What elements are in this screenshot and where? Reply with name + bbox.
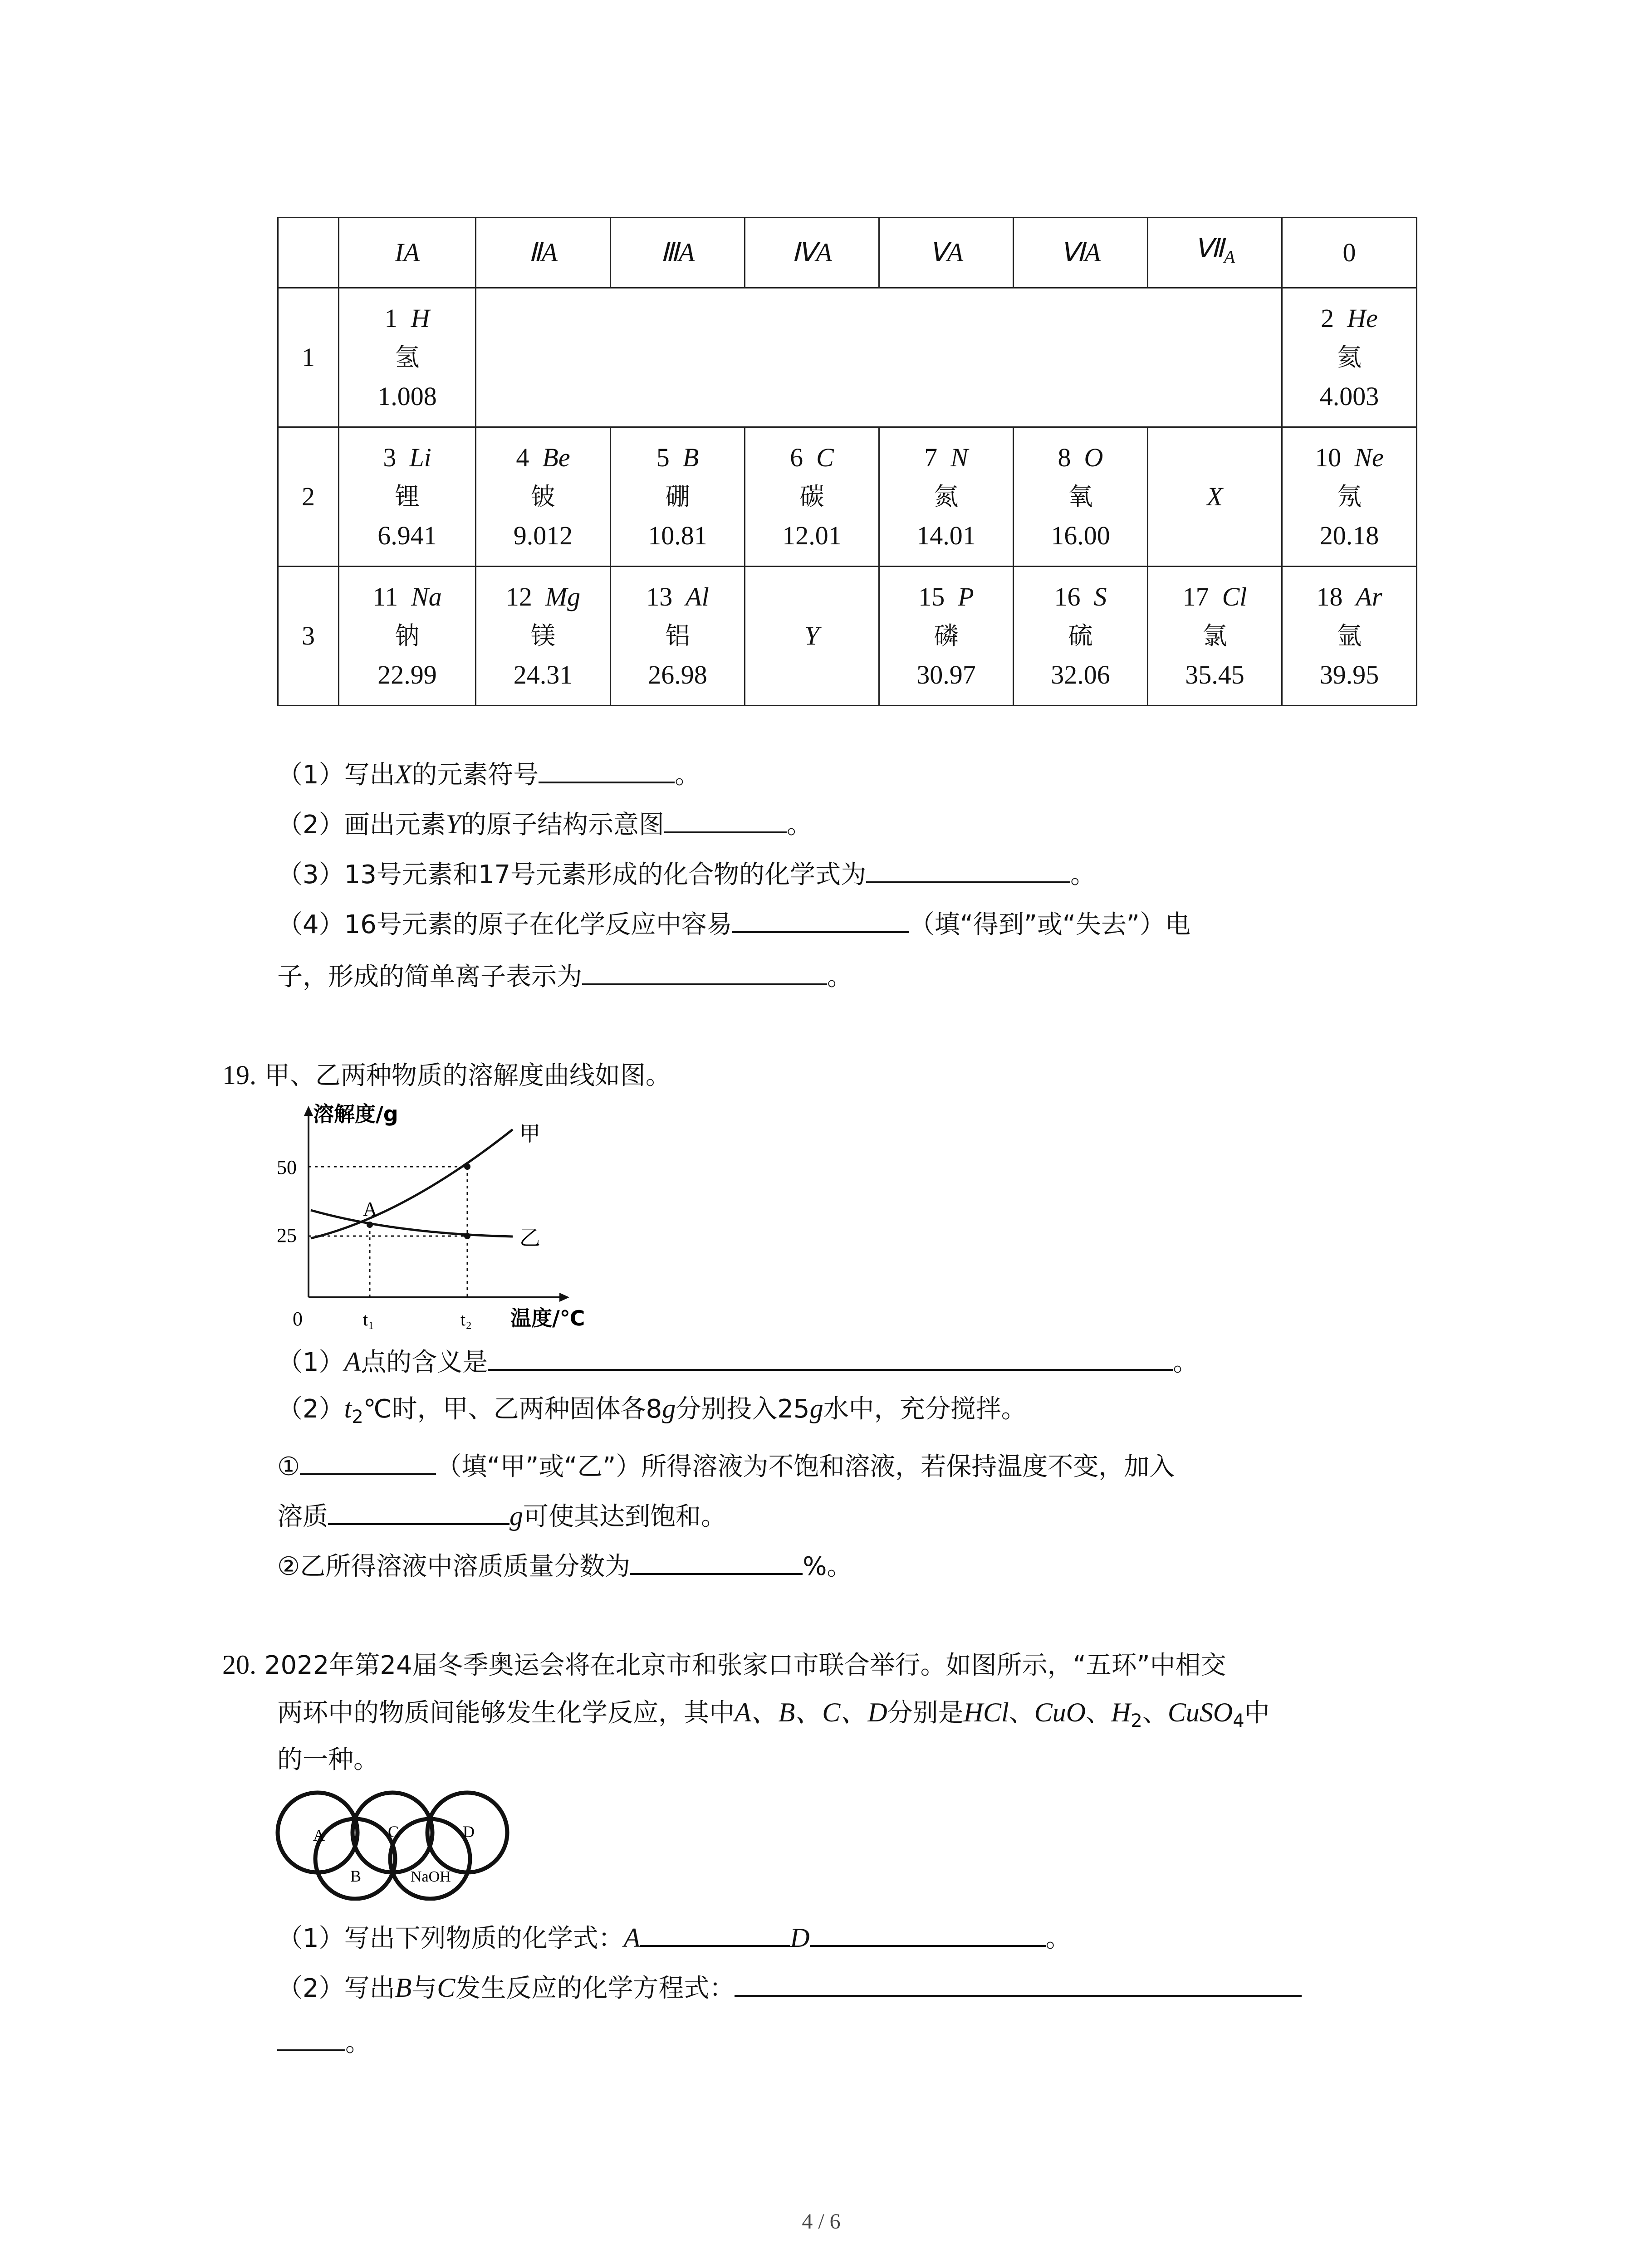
ring-a-label: A: [313, 1826, 325, 1844]
atomic-mass: 1.008: [377, 381, 437, 411]
atomic-number: 5: [656, 443, 670, 472]
text: 。: [1045, 1924, 1071, 1953]
text: 点的含义是: [361, 1348, 488, 1377]
text: 。: [675, 760, 700, 790]
var-d: D: [790, 1923, 810, 1953]
subscript: 2: [352, 1407, 363, 1428]
atomic-mass: 30.97: [916, 660, 976, 689]
element-cell: [1282, 567, 1417, 706]
header-cell: IA: [339, 218, 476, 288]
text: （填“得到”或“失去”）电: [909, 910, 1190, 939]
atomic-number: 4: [516, 443, 529, 472]
atomic-number: 10: [1315, 443, 1342, 472]
q19-title: [222, 1057, 671, 1094]
element-symbol: Mg: [545, 582, 581, 611]
atomic-mass: 12.01: [782, 521, 842, 550]
q18-part2: [277, 805, 812, 843]
q19-part2: [277, 1390, 1027, 1435]
element-cell: [476, 567, 611, 706]
element-name: 铝: [665, 621, 690, 650]
q19-sub1-cont: [277, 1497, 726, 1535]
text: （2）写出: [277, 1974, 395, 2003]
element-symbol: C: [816, 443, 834, 472]
element-name: 硼: [665, 482, 690, 511]
element-symbol-line: [1014, 577, 1147, 616]
answer-blank[interactable]: [640, 1919, 790, 1947]
q20-line3: [277, 1742, 379, 1778]
text: （填“甲”或“乙”）所得溶液为不饱和溶液，若保持温度不变，加入: [436, 1452, 1175, 1481]
var-t: t: [344, 1393, 352, 1423]
text: （1）写出: [277, 760, 395, 790]
text: （2）: [277, 1394, 344, 1424]
element-name: 氦: [1337, 343, 1362, 371]
text: 、: [1009, 1698, 1034, 1728]
element-cell: [879, 427, 1014, 567]
text: 。: [787, 810, 813, 840]
text: （4）16号元素的原子在化学反应中容易: [277, 910, 732, 939]
element-name: 碳: [799, 482, 824, 511]
text: 可使其达到饱和。: [523, 1502, 726, 1531]
element-cell: [1014, 427, 1148, 567]
text: 与: [411, 1974, 437, 2003]
q18-part1: [277, 755, 700, 793]
text: 溶质: [277, 1502, 328, 1531]
atomic-mass: 24.31: [513, 660, 573, 689]
atomic-number: 17: [1182, 582, 1209, 611]
formula-h2: H: [1111, 1697, 1131, 1727]
element-symbol: Be: [542, 443, 570, 472]
periodic-table: [277, 217, 1417, 706]
tick-25: 25: [277, 1224, 297, 1246]
question-number: 20.: [222, 1650, 256, 1680]
var-abcd: A、B、C、D: [735, 1697, 887, 1727]
element-symbol: O: [1084, 443, 1103, 472]
curve-yi-label: 乙: [519, 1226, 540, 1250]
curve-yi: [311, 1210, 513, 1237]
text: ℃时，甲、乙两种固体各8: [363, 1394, 662, 1424]
element-symbol-line: [339, 438, 475, 477]
x-axis-label: 温度/℃: [510, 1306, 585, 1330]
unit-g: g: [509, 1501, 523, 1531]
answer-blank[interactable]: [277, 2023, 345, 2051]
answer-blank[interactable]: [732, 905, 909, 933]
element-symbol: N: [950, 443, 968, 472]
unknown-element-x: X: [1148, 427, 1282, 567]
answer-blank[interactable]: [810, 1919, 1046, 1947]
atomic-number: 15: [918, 582, 945, 611]
element-cell: [879, 567, 1014, 706]
element-symbol-line: [476, 577, 610, 616]
answer-blank[interactable]: [582, 957, 827, 985]
answer-blank[interactable]: [735, 1969, 1302, 1997]
element-symbol-line: [339, 299, 475, 338]
element-cell: [1148, 567, 1282, 706]
q19-sub1: [277, 1447, 1175, 1485]
element-symbol: Na: [411, 582, 442, 611]
q18-part4-cont: [277, 957, 852, 995]
header-cell: ⅢA: [611, 218, 745, 288]
element-symbol: He: [1347, 303, 1378, 333]
atomic-number: 13: [646, 582, 673, 611]
q20-line2: [277, 1694, 1270, 1739]
var-a: A: [623, 1923, 641, 1953]
answer-blank[interactable]: [328, 1497, 509, 1525]
element-symbol: Ne: [1354, 443, 1384, 472]
element-cell: [476, 427, 611, 567]
text: （1）: [277, 1348, 344, 1377]
atomic-number: 18: [1316, 582, 1343, 611]
tick-50: 50: [277, 1156, 297, 1178]
x-axis-arrow: [559, 1293, 569, 1302]
subscript: 4: [1233, 1711, 1244, 1732]
element-cell: [611, 427, 745, 567]
text: %。: [803, 1552, 852, 1581]
q20-part2-cont: [277, 2023, 371, 2061]
element-cell: [745, 427, 879, 567]
header-cell: 0: [1282, 218, 1417, 288]
header-subscript: A: [1224, 246, 1235, 267]
point-a-label: A: [363, 1198, 377, 1220]
element-cell: [339, 567, 476, 706]
period-number: 3: [278, 567, 339, 706]
text: 的原子结构示意图: [461, 810, 665, 840]
y-axis-label: 溶解度/g: [313, 1102, 398, 1126]
answer-blank[interactable]: [664, 805, 787, 833]
atomic-mass: 26.98: [648, 660, 707, 689]
element-name: 氖: [1337, 482, 1362, 511]
q19-part1: [277, 1343, 1198, 1381]
period-number: 1: [278, 288, 339, 427]
element-cell: [1282, 427, 1417, 567]
var-y: Y: [446, 809, 461, 839]
element-symbol-line: [476, 438, 610, 477]
header-cell: ⅥA: [1014, 218, 1148, 288]
element-name: 氧: [1068, 482, 1093, 511]
answer-blank[interactable]: [630, 1547, 803, 1575]
atomic-mass: 39.95: [1319, 660, 1379, 689]
element-name: 氩: [1337, 621, 1362, 650]
header-cell: [1148, 218, 1282, 288]
element-name: 铍: [531, 482, 555, 511]
text: 水中，充分搅拌。: [823, 1394, 1027, 1424]
ring-c-label: C: [388, 1823, 399, 1841]
atomic-mass: 14.01: [916, 521, 976, 550]
atomic-mass: 16.00: [1051, 521, 1110, 550]
ring-b: [315, 1819, 395, 1899]
atomic-number: 2: [1321, 303, 1334, 333]
atomic-mass: 10.81: [648, 521, 707, 550]
table-row: [278, 567, 1417, 706]
element-symbol: H: [411, 303, 430, 333]
q19-sub2: [277, 1547, 852, 1585]
page-number: 4 / 6: [802, 2209, 841, 2234]
element-name: 镁: [531, 621, 555, 650]
text: 、: [1086, 1698, 1112, 1728]
tick-0: 0: [293, 1308, 303, 1330]
element-symbol: Ar: [1356, 582, 1382, 611]
answer-blank[interactable]: [488, 1343, 1173, 1371]
header-cell: ⅤA: [879, 218, 1014, 288]
point-t2-yi: [464, 1233, 470, 1239]
atomic-number: 12: [505, 582, 532, 611]
var-c: C: [437, 1973, 456, 2003]
element-symbol-line: [880, 577, 1013, 616]
point-a: [367, 1222, 373, 1228]
subscript: 2: [1131, 1711, 1142, 1732]
text: ②乙所得溶液中溶质质量分数为: [277, 1552, 631, 1581]
text: 的元素符号: [411, 760, 539, 790]
element-symbol-line: [880, 438, 1013, 477]
text: 分别是: [887, 1698, 964, 1728]
tick-t1: t₁: [363, 1309, 375, 1330]
q20-line1: [222, 1647, 1226, 1684]
atomic-number: 11: [372, 582, 398, 611]
element-cell: [611, 567, 745, 706]
element-symbol: S: [1093, 582, 1107, 611]
text: （1）写出下列物质的化学式：: [277, 1924, 624, 1953]
question-number: 19.: [222, 1060, 256, 1090]
element-name: 硫: [1068, 621, 1093, 650]
q18-part4: [277, 905, 1190, 943]
header-label: Ⅶ: [1194, 233, 1224, 263]
var-a: A: [344, 1347, 361, 1377]
element-name: 氮: [934, 482, 959, 511]
atomic-number: 6: [790, 443, 803, 472]
text: 。: [1173, 1348, 1199, 1377]
element-name: 氢: [395, 343, 420, 371]
element-symbol: Al: [686, 582, 709, 611]
q18-part3: [277, 855, 1096, 893]
formula-cuso4: CuSO: [1167, 1697, 1233, 1727]
unit-g: g: [809, 1393, 823, 1423]
empty-span-cell: [476, 288, 1282, 427]
element-name: 锂: [395, 482, 420, 511]
atomic-number: 7: [924, 443, 938, 472]
var-x: X: [395, 759, 412, 789]
text: 两环中的物质间能够发生化学反应，其中: [277, 1698, 735, 1728]
answer-blank[interactable]: [539, 755, 675, 783]
curve-jia-label: 甲: [519, 1121, 540, 1146]
text: 子，形成的简单离子表示为: [277, 962, 582, 992]
element-symbol-line: [1148, 577, 1281, 616]
text: 。: [1070, 860, 1096, 890]
q20-part1: [277, 1919, 1071, 1957]
element-symbol-line: [745, 438, 878, 477]
curve-jia: [311, 1129, 513, 1238]
text: 。: [827, 962, 852, 992]
formula-hcl: HCl: [963, 1697, 1009, 1727]
element-symbol-line: [339, 577, 475, 616]
element-symbol-line: [1283, 438, 1416, 477]
element-symbol: Cl: [1222, 582, 1247, 611]
text: （2）画出元素: [277, 810, 446, 840]
text: 中: [1244, 1698, 1270, 1728]
element-cell: [1014, 567, 1148, 706]
point-t2-jia: [464, 1163, 470, 1170]
question-text: 2022年第24届冬季奥运会将在北京市和张家口市联合举行。如图所示，“五环”中相交: [264, 1651, 1226, 1680]
formula-cuo: CuO: [1034, 1697, 1086, 1727]
period-number: 2: [278, 427, 339, 567]
element-cell: [339, 427, 476, 567]
atomic-mass: 22.99: [377, 660, 437, 689]
y-axis-arrow: [304, 1106, 313, 1116]
header-cell: [278, 218, 339, 288]
text: 、: [1142, 1698, 1168, 1728]
unknown-element-y: Y: [745, 567, 879, 706]
header-cell: ⅡA: [476, 218, 611, 288]
atomic-number: 8: [1058, 443, 1071, 472]
text: ①: [277, 1452, 300, 1481]
atomic-number: 16: [1054, 582, 1081, 611]
text: 发生反应的化学方程式：: [455, 1974, 735, 2003]
element-cell: [1282, 288, 1417, 427]
atomic-mass: 20.18: [1319, 521, 1379, 550]
var-b: B: [395, 1973, 412, 2003]
element-symbol: Li: [409, 443, 431, 472]
atomic-number: 1: [384, 303, 398, 333]
table-row: [278, 427, 1417, 567]
element-symbol-line: [1283, 577, 1416, 616]
element-cell: [339, 288, 476, 427]
ring-naoh-label: NaOH: [411, 1868, 451, 1885]
unit-g: g: [662, 1393, 676, 1423]
element-symbol: B: [682, 443, 699, 472]
header-cell: ⅣA: [745, 218, 879, 288]
solubility-graph: [268, 1102, 612, 1338]
text: 。: [345, 2028, 371, 2058]
ring-b-label: B: [350, 1867, 362, 1885]
answer-blank[interactable]: [866, 855, 1070, 883]
answer-blank[interactable]: [300, 1447, 436, 1475]
atomic-mass: 6.941: [377, 521, 437, 550]
element-name: 氯: [1202, 621, 1227, 650]
table-row: [278, 288, 1417, 427]
ring-d-label: D: [463, 1823, 475, 1841]
element-name: 磷: [934, 621, 959, 650]
tick-t2: t₂: [460, 1309, 472, 1330]
atomic-mass: 35.45: [1185, 660, 1244, 689]
question-text: 的一种。: [277, 1745, 379, 1774]
text: （3）13号元素和17号元素形成的化合物的化学式为: [277, 860, 867, 890]
element-symbol: P: [958, 582, 974, 611]
atomic-number: 3: [383, 443, 397, 472]
element-symbol-line: [611, 577, 744, 616]
q20-part2: [277, 1969, 1302, 2007]
ring-naoh: [390, 1819, 470, 1899]
element-symbol-line: [1014, 438, 1147, 477]
element-name: 钠: [395, 621, 420, 650]
element-symbol-line: [611, 438, 744, 477]
atomic-mass: 9.012: [513, 521, 573, 550]
olympic-rings-diagram: [272, 1787, 563, 1901]
question-text: 甲、乙两种物质的溶解度曲线如图。: [264, 1061, 671, 1090]
atomic-mass: 4.003: [1319, 381, 1379, 411]
table-header-row: [278, 218, 1417, 288]
element-symbol-line: [1283, 299, 1416, 338]
atomic-mass: 32.06: [1051, 660, 1110, 689]
text: 分别投入25: [676, 1394, 810, 1424]
